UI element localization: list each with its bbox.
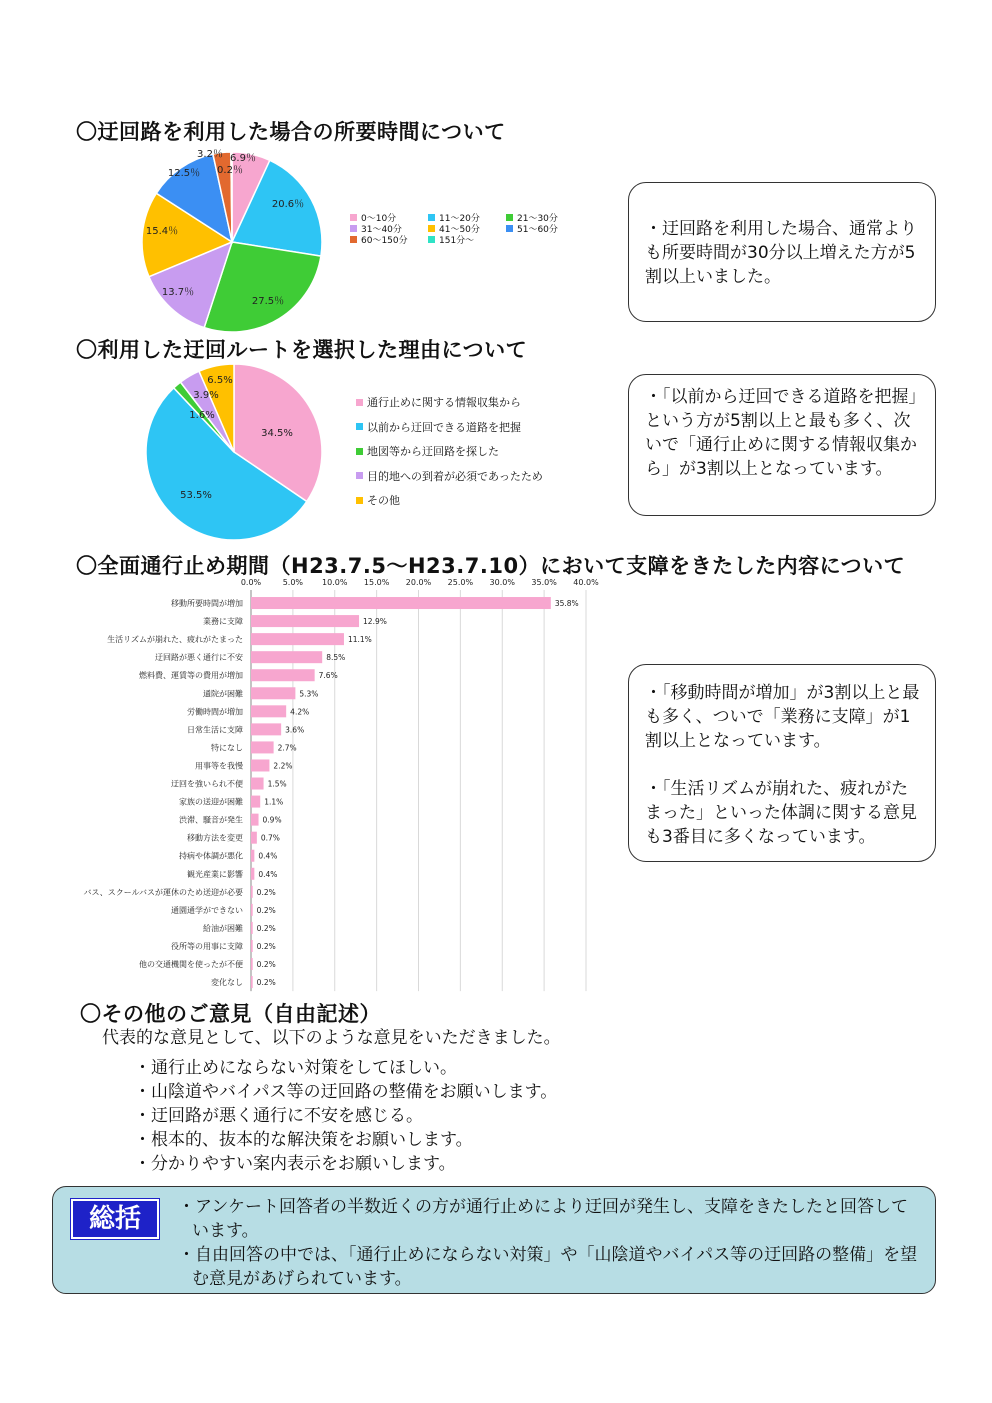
pie-value-label: 3.9% [193,390,219,401]
category-label: 家族の送迎が困難 [179,797,243,807]
opinion-item: ・迂回路が悪く通行に不安を感じる。 [134,1106,423,1126]
bar-value-label: 0.4% [258,851,278,861]
bar-value-label: 0.7% [260,833,280,843]
bar [251,633,344,645]
category-label: 移動所要時間が増加 [171,599,243,609]
summary-text [178,1195,918,1291]
comment-box-difficulties [628,664,936,862]
pie-value-label: 1.6% [189,410,215,421]
legend-item [356,468,543,484]
x-tick-label: 30.0% [489,578,515,587]
category-label: 給油が困難 [203,923,243,933]
legend-swatch [428,214,435,221]
category-label: 通園通学ができない [171,905,243,915]
legend-swatch [506,225,513,232]
bar-value-label: 2.2% [273,761,293,771]
pie-value-label: 0.2％ [217,165,243,176]
pie-value-label: 6.5% [207,375,233,386]
pie-value-label: 34.5% [261,428,293,439]
x-tick-label: 25.0% [447,578,474,587]
bar [251,778,264,790]
section3-heading: 〇全面通行止め期間（H23.7.5～H23.7.10）において支障をきたした内容について [76,554,906,578]
section4-heading: 〇その他のご意見（自由記述） [80,1002,381,1026]
category-label: 用事等を我慢 [195,761,243,771]
bar [251,741,274,753]
category-label: 変化なし [211,978,243,988]
opinions-lead: 代表的な意見として、以下のような意見をいただきました。 [102,1028,561,1048]
category-label: 業務に支障 [203,617,243,627]
bar [251,759,269,771]
pie-value-label: 53.5% [180,490,212,501]
bar [251,904,253,916]
bar [251,597,551,609]
category-label: 役所等の用事に支障 [171,941,243,951]
bar-value-label: 0.2% [256,941,276,951]
bar-value-label: 35.8% [554,599,579,609]
x-tick-label: 0.0% [240,578,262,587]
bar [251,723,281,735]
category-label: 移動方法を変更 [187,833,243,843]
opinion-item: ・根本的、抜本的な解決策をお願いします。 [134,1130,473,1150]
legend-item [356,443,499,459]
legend-item [356,394,521,410]
bar [251,850,254,862]
legend-label: 21～30分 [517,214,558,224]
category-label: 観光産業に影響 [187,869,243,879]
pie-chart-travel-time [128,138,328,338]
pie-value-label: 15.4％ [145,226,179,237]
bar-value-label: 0.2% [256,960,276,970]
pie-legend-travel-time [350,211,570,251]
pie-value-label: 27.5％ [251,296,285,307]
category-label: 他の交通機関を使ったが不便 [139,960,243,970]
category-label: 生活リズムが崩れた、疲れがたまった [107,635,243,645]
opinions-block [102,1026,561,1176]
pie-value-label: 3.2％ [197,149,223,160]
category-label: 日常生活に支障 [187,725,243,735]
legend-label: 51～60分 [517,225,558,235]
bar-value-label: 1.5% [267,779,287,789]
section2-heading: 〇利用した迂回ルートを選択した理由について [76,338,528,362]
bar [251,976,253,988]
pie-value-label: 6.9％ [230,153,256,164]
bar [251,687,295,699]
legend-swatch [428,225,435,232]
category-label: 渋滞、騒音が発生 [179,815,243,825]
section1-heading: 〇迂回路を利用した場合の所要時間について [76,120,506,144]
legend-item [428,233,474,246]
comment-text-2: ・「生活リズムが崩れた、疲れがたまった」といった体調に関する意見も3番目に多くなっています。 [645,779,917,847]
category-label: 特になし [211,743,243,753]
category-label: 持病や体調が悪化 [179,851,243,861]
opinion-item: ・山陰道やバイパス等の迂回路の整備をお願いします。 [134,1082,558,1102]
legend-label: 11～20分 [439,214,480,224]
bar [251,832,257,844]
legend-swatch [350,214,357,221]
legend-swatch [356,497,363,504]
comment-text: ・「以前から迂回できる道路を把握」という方が5割以上と最も多く、次いで「通行止めに関する情報収集から」が3割以上となっています。 [645,387,917,479]
legend-swatch [428,236,435,243]
summary-box [52,1186,936,1294]
bar [251,886,253,898]
legend-swatch [506,214,513,221]
bar-value-label: 1.1% [264,797,284,807]
pie-chart-route-reason [134,356,334,556]
bar [251,796,260,808]
bar [251,814,259,826]
bar-value-label: 0.2% [256,923,276,933]
category-label: 燃料費、運賃等の費用が増加 [139,671,243,681]
bar [251,922,253,934]
legend-item [356,419,521,435]
bar-value-label: 0.2% [256,887,276,897]
bar-value-label: 3.6% [285,725,305,735]
bar-value-label: 7.6% [318,671,338,681]
bar [251,651,322,663]
legend-label: 60～150分 [361,236,408,246]
pie-value-label: 13.7％ [161,287,195,298]
bar [251,669,315,681]
legend-swatch [356,448,363,455]
bar [251,940,253,952]
summary-point: ・自由回答の中では、「通行止めにならない対策」や「山陰道やバイパス等の迂回路の整備」を望む意見があげられています。 [178,1245,918,1289]
legend-label: 通行止めに関する情報収集から [367,396,521,409]
category-label: 通院が困難 [203,689,243,699]
x-tick-label: 35.0% [531,578,557,587]
legend-swatch [350,236,357,243]
pie-legend-route-reason [356,394,596,514]
x-tick-label: 40.0% [573,578,599,587]
bar-value-label: 4.2% [290,707,310,717]
legend-item [356,492,400,508]
legend-label: 31～40分 [361,225,402,235]
pie-value-label: 20.6％ [271,199,305,210]
bar [251,958,253,970]
bar [251,615,359,627]
x-tick-label: 5.0% [282,578,304,587]
x-tick-label: 15.0% [363,578,390,587]
bar-value-label: 2.7% [277,743,297,753]
x-tick-label: 10.0% [322,578,348,587]
legend-label: 地図等から迂回路を探した [367,445,499,458]
opinion-item: ・通行止めにならない対策をしてほしい。 [134,1058,457,1078]
summary-badge: 総括 [71,1199,159,1239]
bar-chart-difficulties [0,572,600,992]
bar-value-label: 0.9% [262,815,282,825]
x-tick-label: 20.0% [405,578,432,587]
bar-value-label: 12.9% [363,617,387,627]
category-label: 労働時間が増加 [187,707,243,717]
bar-value-label: 0.4% [258,869,278,879]
opinion-item: ・分かりやすい案内表示をお願いします。 [134,1154,456,1174]
comment-text-1: ・「移動時間が増加」が3割以上と最も多く、ついで「業務に支障」が1割以上となっています。 [645,683,920,751]
bar-value-label: 0.2% [256,905,276,915]
category-label: 迂回を強いられ不便 [171,779,243,789]
bar-value-label: 8.5% [326,653,346,663]
legend-label: 目的地への到着が必須であったため [367,469,543,483]
legend-label: 以前から迂回できる道路を把握 [367,420,521,434]
legend-swatch [350,225,357,232]
comment-box-route-reason [628,374,936,516]
legend-label: 0～10分 [361,214,397,224]
comment-box-travel-time [628,182,936,322]
legend-item [350,233,408,246]
bar-value-label: 5.3% [299,689,319,699]
opinions-list [102,1056,561,1176]
legend-label: 41～50分 [439,225,480,235]
comment-text: ・迂回路を利用した場合、通常よりも所要時間が30分以上増えた方が5割以上いました。 [645,219,917,287]
legend-swatch [356,472,363,479]
bar [251,868,254,880]
bar [251,705,286,717]
pie-value-label: 12.5％ [167,168,201,179]
legend-label: 151分～ [439,236,475,246]
bar-value-label: 11.1% [347,635,372,645]
legend-swatch [356,399,363,406]
legend-label: その他 [367,494,400,507]
category-label: バス、スクールバスが運休のため送迎が必要 [83,887,243,897]
summary-point: ・アンケート回答者の半数近くの方が通行止めにより迂回が発生し、支障をきたしたと回答しています。 [178,1197,908,1241]
legend-swatch [356,423,363,430]
category-label: 迂回路が悪く通行に不安 [155,653,243,663]
bar-value-label: 0.2% [256,978,276,988]
legend-item [506,222,558,235]
